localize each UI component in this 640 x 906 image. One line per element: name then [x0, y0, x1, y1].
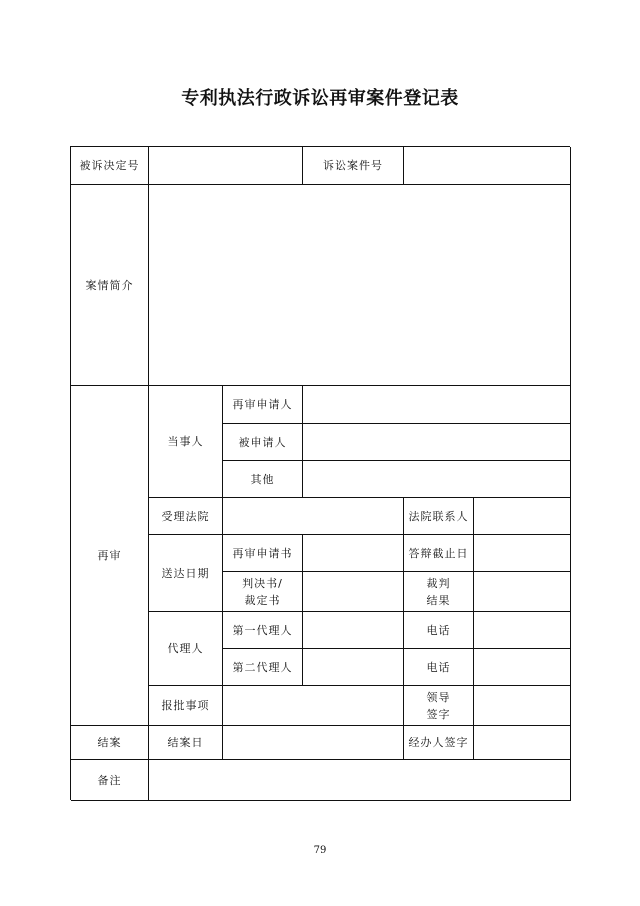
- field-retrial-applicant[interactable]: [303, 386, 571, 424]
- label-service-date: 送达日期: [149, 535, 223, 612]
- label-leader-signature: 领导 签字: [404, 686, 474, 726]
- label-parties: 当事人: [149, 386, 223, 498]
- field-respondent[interactable]: [303, 424, 571, 461]
- page-number: 79: [313, 845, 327, 856]
- label-case-summary: 案情简介: [71, 185, 149, 386]
- label-approval-matters: 报批事项: [149, 686, 223, 726]
- field-other-party[interactable]: [303, 461, 571, 498]
- field-case-number[interactable]: [404, 147, 571, 185]
- field-case-summary[interactable]: [149, 185, 571, 386]
- label-retrial: 再审: [71, 386, 149, 726]
- label-first-agent-phone: 电话: [404, 612, 474, 649]
- label-ruling-result: 裁判 结果: [404, 572, 474, 612]
- field-court-contact[interactable]: [474, 498, 571, 535]
- label-decision-number: 被诉决定号: [71, 147, 149, 185]
- field-leader-signature[interactable]: [474, 686, 571, 726]
- field-approval-matters[interactable]: [223, 686, 404, 726]
- label-second-agent-phone: 电话: [404, 649, 474, 686]
- label-second-agent: 第二代理人: [223, 649, 303, 686]
- label-case-number: 诉讼案件号: [303, 147, 404, 185]
- registration-form-table: [70, 146, 570, 800]
- field-first-agent[interactable]: [303, 612, 404, 649]
- field-ruling-result[interactable]: [474, 572, 571, 612]
- field-second-agent[interactable]: [303, 649, 404, 686]
- label-retrial-application: 再审申请书: [223, 535, 303, 572]
- form-title: 专利执法行政诉讼再审案件登记表: [181, 88, 459, 109]
- label-remarks: 备注: [71, 760, 149, 801]
- label-handler-signature: 经办人签字: [404, 726, 474, 760]
- label-case-closing: 结案: [71, 726, 149, 760]
- field-first-agent-phone[interactable]: [474, 612, 571, 649]
- field-accepting-court[interactable]: [223, 498, 404, 535]
- label-defense-deadline: 答辩截止日: [404, 535, 474, 572]
- field-remarks[interactable]: [149, 760, 571, 801]
- label-accepting-court: 受理法院: [149, 498, 223, 535]
- label-judgment-ruling: 判决书/ 裁定书: [223, 572, 303, 612]
- label-court-contact: 法院联系人: [404, 498, 474, 535]
- field-handler-signature[interactable]: [474, 726, 571, 760]
- field-decision-number[interactable]: [149, 147, 303, 185]
- field-second-agent-phone[interactable]: [474, 649, 571, 686]
- field-retrial-application-date[interactable]: [303, 535, 404, 572]
- label-closing-date: 结案日: [149, 726, 223, 760]
- label-respondent: 被申请人: [223, 424, 303, 461]
- field-defense-deadline[interactable]: [474, 535, 571, 572]
- label-other-party: 其他: [223, 461, 303, 498]
- field-judgment-ruling-date[interactable]: [303, 572, 404, 612]
- field-closing-date[interactable]: [223, 726, 404, 760]
- label-first-agent: 第一代理人: [223, 612, 303, 649]
- label-agent: 代理人: [149, 612, 223, 686]
- label-retrial-applicant: 再审申请人: [223, 386, 303, 424]
